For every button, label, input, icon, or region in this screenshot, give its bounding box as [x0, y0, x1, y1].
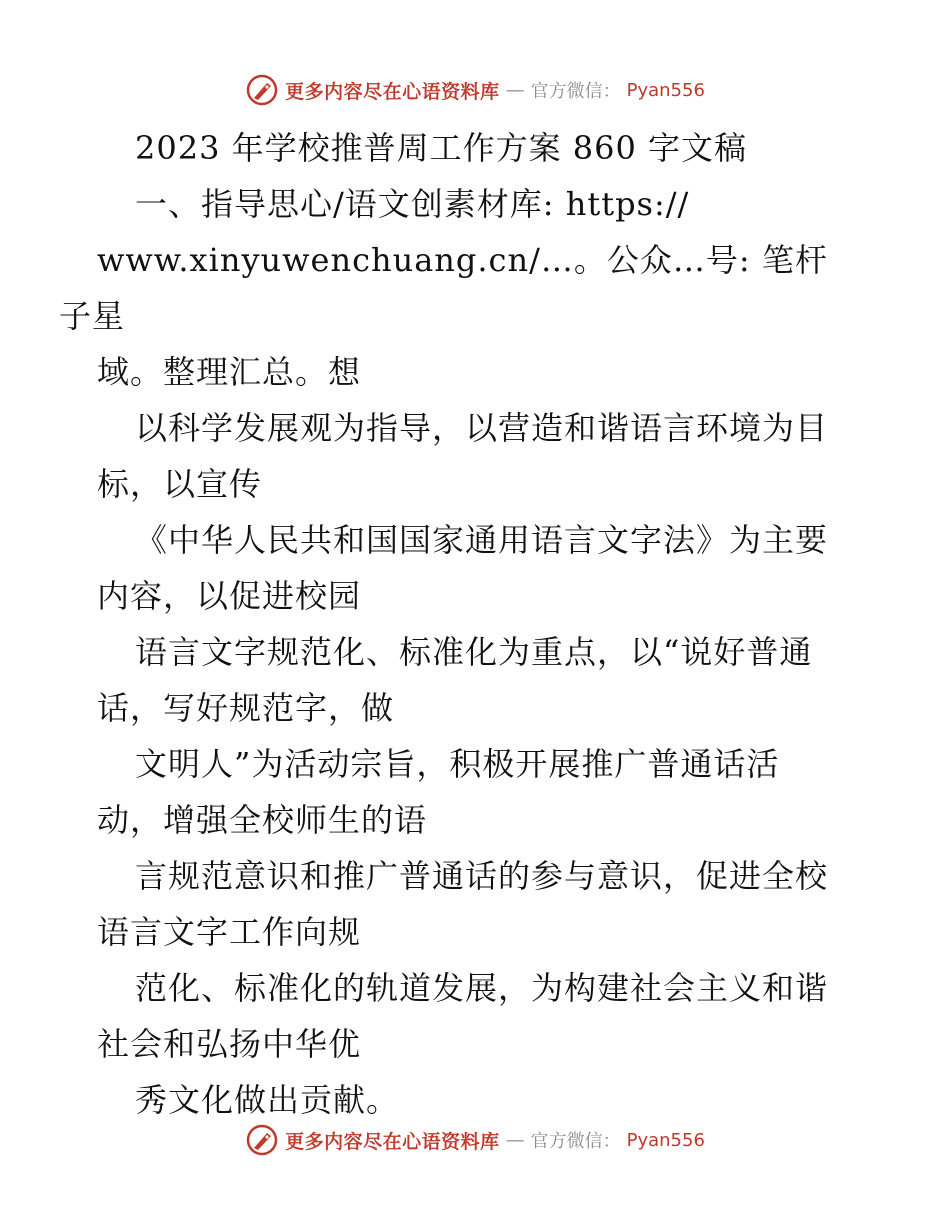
text-line: 秀文化做出贡献。 [135, 1081, 400, 1119]
paragraph [97, 400, 857, 512]
banner-wechat-handle: Pyan556 [626, 1129, 705, 1151]
text-line: 动，增强全校师生的语 [97, 801, 428, 839]
pen-nib-icon [245, 1123, 279, 1157]
text-line: 以科学发展观为指导，以营造和谐语言环境为目 [135, 409, 829, 447]
banner-dash: — [505, 79, 525, 101]
paragraph [59, 176, 857, 400]
footer-banner [0, 1120, 950, 1160]
text-line: 范化、标准化的轨道发展，为构建社会主义和谐 [135, 969, 829, 1007]
text-line: 语言文字规范化、标准化为重点，以“说好普通 [135, 633, 813, 671]
text-line: 言规范意识和推广普通话的参与意识，促进全校 [135, 857, 829, 895]
text-line: 话，写好规范字，做 [97, 689, 395, 727]
paragraph [97, 736, 857, 848]
paragraph [97, 960, 857, 1072]
pen-nib-icon [245, 73, 279, 107]
paragraph [97, 512, 857, 624]
text-line: www.xinyuwenchuang.cn/…。公众…号: 笔杆子星 [59, 241, 828, 335]
document-title [97, 120, 857, 176]
paragraph [97, 848, 857, 960]
banner-wechat-handle: Pyan556 [626, 79, 705, 101]
banner-title: 更多内容尽在心语资料库 [285, 1130, 500, 1153]
header-banner [0, 70, 950, 110]
text-line: 社会和弘扬中华优 [97, 1025, 362, 1063]
banner-wechat-label: 官方微信： [530, 81, 621, 102]
text-line: 域。整理汇总。想 [97, 353, 362, 391]
text-line: 一、指导思心/语文创素材库: https:// [135, 185, 690, 223]
text-line: 2023 年学校推普周工作方案 860 字文稿 [135, 129, 748, 167]
text-line: 文明人”为活动宗旨，积极开展推广普通话活 [135, 745, 780, 783]
text-line: 标，以宣传 [97, 465, 263, 503]
paragraph [97, 624, 857, 736]
banner-wechat-label: 官方微信： [530, 1131, 621, 1152]
document-body [59, 120, 857, 1128]
text-line: 《中华人民共和国国家通用语言文字法》为主要 [135, 521, 829, 559]
text-line: 内容，以促进校园 [97, 577, 362, 615]
text-line: 语言文字工作向规 [97, 913, 362, 951]
banner-dash: — [505, 1129, 525, 1151]
banner-title: 更多内容尽在心语资料库 [285, 80, 500, 103]
